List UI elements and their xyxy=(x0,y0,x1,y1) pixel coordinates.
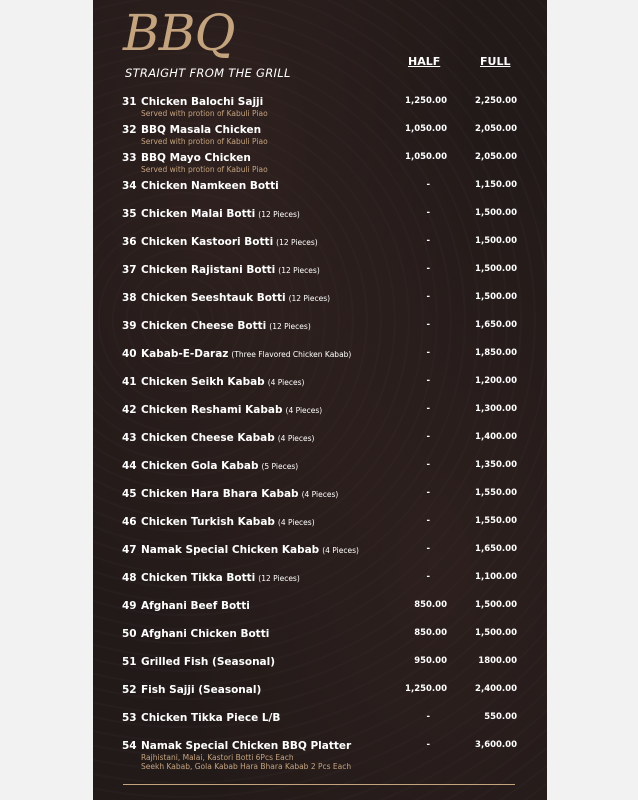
item-pieces: (12 Pieces) xyxy=(288,294,331,303)
item-full-price: 2,250.00 xyxy=(475,96,517,106)
item-full-price: 2,050.00 xyxy=(475,152,517,162)
item-half-price: - xyxy=(426,180,430,190)
item-half-price: - xyxy=(426,320,430,330)
item-name xyxy=(141,124,261,136)
item-name xyxy=(141,432,314,444)
item-name-text: Afghani Chicken Botti xyxy=(141,628,270,640)
item-full-price: 3,600.00 xyxy=(475,740,517,750)
item-pieces: (4 Pieces) xyxy=(285,406,323,415)
item-number: 33 xyxy=(122,152,137,164)
item-pieces: (Three Flavored Chicken Kabab) xyxy=(231,350,352,359)
menu-item xyxy=(93,628,547,648)
menu-subtitle: STRAIGHT FROM THE GRILL xyxy=(125,66,291,80)
item-name xyxy=(141,236,318,248)
item-full-price: 1,650.00 xyxy=(475,544,517,554)
item-name xyxy=(141,292,330,304)
item-name xyxy=(141,572,300,584)
item-name-text: BBQ Masala Chicken xyxy=(141,124,262,136)
menu-item xyxy=(93,320,547,340)
menu-item xyxy=(93,208,547,228)
menu-item xyxy=(93,740,547,771)
bbq-logo: BBQ xyxy=(123,4,235,62)
item-name-text: Chicken Seeshtauk Botti xyxy=(141,292,286,304)
full-column-header: FULL xyxy=(480,55,511,68)
item-full-price: 1,300.00 xyxy=(475,404,517,414)
item-full-price: 2,050.00 xyxy=(475,124,517,134)
item-name-text: Chicken Balochi Sajji xyxy=(141,96,264,108)
item-number: 45 xyxy=(122,488,137,500)
item-half-price: - xyxy=(426,432,430,442)
item-name xyxy=(141,404,322,416)
item-number: 38 xyxy=(122,292,137,304)
item-name xyxy=(141,152,251,164)
item-pieces: (5 Pieces) xyxy=(261,462,299,471)
item-full-price: 1,550.00 xyxy=(475,488,517,498)
item-number: 44 xyxy=(122,460,137,472)
item-half-price: - xyxy=(426,572,430,582)
item-half-price: - xyxy=(426,348,430,358)
item-full-price: 1,100.00 xyxy=(475,572,517,582)
item-half-price: - xyxy=(426,404,430,414)
item-description: Rajhistani, Malai, Kastori Botti 6Pcs Each xyxy=(141,753,294,762)
item-name-text: BBQ Mayo Chicken xyxy=(141,152,251,164)
item-number: 40 xyxy=(122,348,137,360)
item-half-price: - xyxy=(426,264,430,274)
item-name-text: Chicken Cheese Botti xyxy=(141,320,267,332)
item-number: 34 xyxy=(122,180,137,192)
item-number: 46 xyxy=(122,516,137,528)
menu-item xyxy=(93,432,547,452)
item-full-price: 1,500.00 xyxy=(475,292,517,302)
item-pieces: (12 Pieces) xyxy=(258,574,300,583)
item-name xyxy=(141,348,351,360)
item-number: 39 xyxy=(122,320,137,332)
item-name xyxy=(141,712,280,724)
item-name-text: Chicken Seikh Kabab xyxy=(141,376,265,388)
menu-item xyxy=(93,572,547,592)
item-half-price: - xyxy=(426,208,430,218)
item-full-price: 1,400.00 xyxy=(475,432,517,442)
item-pieces: (4 Pieces) xyxy=(267,378,305,387)
item-full-price: 1,500.00 xyxy=(475,628,517,638)
item-number: 37 xyxy=(122,264,137,276)
item-full-price: 1,500.00 xyxy=(475,236,517,246)
item-half-price: 1,250.00 xyxy=(405,684,447,694)
item-name xyxy=(141,516,315,528)
item-pieces: (4 Pieces) xyxy=(322,546,359,555)
item-name xyxy=(141,684,261,696)
item-full-price: 1,500.00 xyxy=(475,264,517,274)
item-half-price: 1,050.00 xyxy=(405,152,447,162)
item-name-text: Chicken Hara Bhara Kabab xyxy=(141,488,299,500)
item-half-price: - xyxy=(426,292,430,302)
menu-item xyxy=(93,656,547,676)
item-number: 53 xyxy=(122,712,137,724)
menu-item xyxy=(93,516,547,536)
item-half-price: 1,050.00 xyxy=(405,124,447,134)
item-name xyxy=(141,488,338,500)
item-half-price: - xyxy=(426,544,430,554)
item-name xyxy=(141,656,275,668)
item-name-text: Chicken Tikka Piece L/B xyxy=(141,712,281,724)
item-half-price: 950.00 xyxy=(414,656,447,666)
item-pieces: (12 Pieces) xyxy=(258,210,300,219)
menu-item xyxy=(93,236,547,256)
item-description: Served with protion of Kabuli Piao xyxy=(141,109,268,118)
menu-item xyxy=(93,180,547,200)
item-name xyxy=(141,376,304,388)
menu-item xyxy=(93,376,547,396)
item-pieces: (12 Pieces) xyxy=(278,266,320,275)
item-half-price: 850.00 xyxy=(414,600,447,610)
item-name xyxy=(141,180,279,192)
item-name-text: Chicken Reshami Kabab xyxy=(141,404,283,416)
item-number: 54 xyxy=(122,740,137,752)
item-number: 41 xyxy=(122,376,137,388)
item-name xyxy=(141,600,250,612)
item-half-price: 850.00 xyxy=(414,628,447,638)
item-number: 42 xyxy=(122,404,137,416)
item-name-text: Chicken Rajistani Botti xyxy=(141,264,276,276)
item-full-price: 2,400.00 xyxy=(475,684,517,694)
item-number: 52 xyxy=(122,684,137,696)
item-half-price: - xyxy=(426,376,430,386)
item-name xyxy=(141,96,263,108)
item-full-price: 1,500.00 xyxy=(475,600,517,610)
item-description-2: Seekh Kabab, Gola Kabab Hara Bhara Kabab 2 Pcs Each xyxy=(141,762,352,771)
item-number: 51 xyxy=(122,656,137,668)
item-full-price: 1,150.00 xyxy=(475,180,517,190)
item-name xyxy=(141,544,359,556)
menu-item xyxy=(93,292,547,312)
item-name-text: Afghani Beef Botti xyxy=(141,600,250,612)
item-half-price: 1,250.00 xyxy=(405,96,447,106)
item-name-text: Namak Special Chicken Kabab xyxy=(141,544,320,556)
menu-item xyxy=(93,684,547,704)
item-number: 49 xyxy=(122,600,137,612)
item-pieces: (4 Pieces) xyxy=(277,518,315,527)
menu-item xyxy=(93,600,547,620)
item-name-text: Chicken Kastoori Botti xyxy=(141,236,274,248)
item-number: 47 xyxy=(122,544,137,556)
item-pieces: (4 Pieces) xyxy=(277,434,315,443)
item-name xyxy=(141,628,269,640)
item-number: 48 xyxy=(122,572,137,584)
item-full-price: 1,550.00 xyxy=(475,516,517,526)
item-number: 35 xyxy=(122,208,137,220)
item-half-price: - xyxy=(426,516,430,526)
item-pieces: (12 Pieces) xyxy=(276,238,318,247)
item-pieces: (12 Pieces) xyxy=(269,322,311,331)
item-description: Served with protion of Kabuli Piao xyxy=(141,137,268,146)
item-name xyxy=(141,208,300,220)
item-name-text: Fish Sajji (Seasonal) xyxy=(141,684,262,696)
item-number: 50 xyxy=(122,628,137,640)
item-half-price: - xyxy=(426,488,430,498)
menu-item xyxy=(93,712,547,732)
menu-item xyxy=(93,544,547,564)
item-name-text: Kabab-E-Daraz xyxy=(141,348,229,360)
item-name xyxy=(141,320,311,332)
item-full-price: 1,650.00 xyxy=(475,320,517,330)
menu-item xyxy=(93,96,547,116)
item-full-price: 1800.00 xyxy=(478,656,517,666)
item-half-price: - xyxy=(426,712,430,722)
menu-item xyxy=(93,124,547,144)
menu-item xyxy=(93,404,547,424)
item-full-price: 550.00 xyxy=(484,712,517,722)
item-name xyxy=(141,264,320,276)
item-full-price: 1,350.00 xyxy=(475,460,517,470)
item-name xyxy=(141,740,351,752)
item-half-price: - xyxy=(426,740,430,750)
menu-item xyxy=(93,488,547,508)
item-name-text: Chicken Gola Kabab xyxy=(141,460,259,472)
item-name-text: Chicken Tikka Botti xyxy=(141,572,256,584)
item-name-text: Chicken Turkish Kabab xyxy=(141,516,275,528)
item-name xyxy=(141,460,298,472)
item-full-price: 1,500.00 xyxy=(475,208,517,218)
item-half-price: - xyxy=(426,236,430,246)
item-pieces: (4 Pieces) xyxy=(301,490,339,499)
item-number: 31 xyxy=(122,96,137,108)
item-name-text: Chicken Cheese Kabab xyxy=(141,432,275,444)
item-half-price: - xyxy=(426,460,430,470)
menu-page xyxy=(93,0,547,800)
menu-item xyxy=(93,348,547,368)
item-number: 32 xyxy=(122,124,137,136)
half-column-header: HALF xyxy=(408,55,441,68)
item-full-price: 1,200.00 xyxy=(475,376,517,386)
item-full-price: 1,850.00 xyxy=(475,348,517,358)
item-name-text: Namak Special Chicken BBQ Platter xyxy=(141,740,352,752)
item-name-text: Grilled Fish (Seasonal) xyxy=(141,656,276,668)
item-name-text: Chicken Malai Botti xyxy=(141,208,256,220)
item-name-text: Chicken Namkeen Botti xyxy=(141,180,279,192)
item-description: Served with protion of Kabuli Piao xyxy=(141,165,268,174)
item-number: 36 xyxy=(122,236,137,248)
item-number: 43 xyxy=(122,432,137,444)
menu-item xyxy=(93,460,547,480)
bottom-divider xyxy=(123,784,515,785)
menu-item xyxy=(93,264,547,284)
menu-item xyxy=(93,152,547,172)
